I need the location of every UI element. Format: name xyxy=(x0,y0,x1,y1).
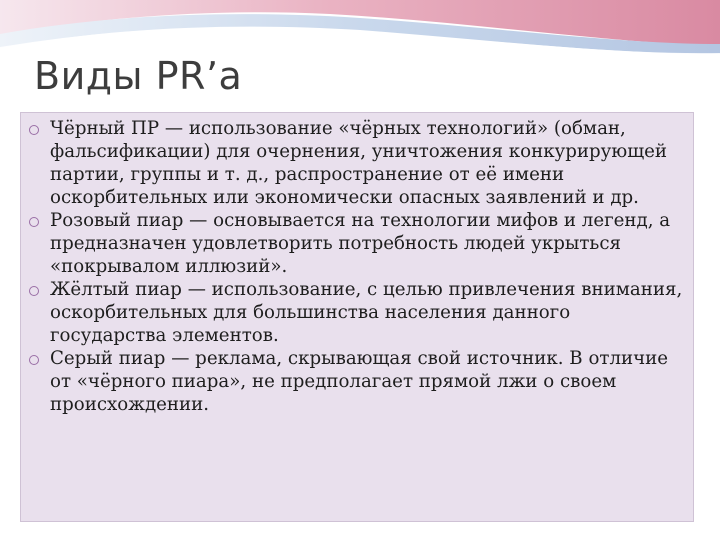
circle-bullet-icon xyxy=(29,286,39,296)
circle-bullet-icon xyxy=(29,125,39,135)
bullet-item-grey-pr xyxy=(29,347,689,416)
bullet-text: Чёрный ПР — использование «чёрных технологий» (обман, фальсификации) для очернения, уничтожения конкурирующей партии, группы и т. д., распространение от её имени оскорбительных или экономически опасных заявлений и др. xyxy=(50,118,667,208)
content-box xyxy=(20,112,694,522)
bullet-item-pink-pr xyxy=(29,209,689,278)
circle-bullet-icon xyxy=(29,217,39,227)
bullet-text: Жёлтый пиар — использование, с целью привлечения внимания, оскорбительных для большинства населения данного государства элементов. xyxy=(50,279,683,346)
bullet-text: Серый пиар — реклама, скрывающая свой источник. В отличие от «чёрного пиара», не предполагает прямой лжи о своем происхождении. xyxy=(50,348,669,415)
bullet-list xyxy=(29,117,689,416)
bullet-text: Розовый пиар — основывается на технологии мифов и легенд, а предназначен удовлетворить потребность людей укрыться «покрывалом иллюзий». xyxy=(50,210,671,277)
circle-bullet-icon xyxy=(29,355,39,365)
bullet-item-yellow-pr xyxy=(29,278,689,347)
bullet-item-black-pr xyxy=(29,117,689,209)
slide-title: Виды PR’а xyxy=(34,54,243,98)
